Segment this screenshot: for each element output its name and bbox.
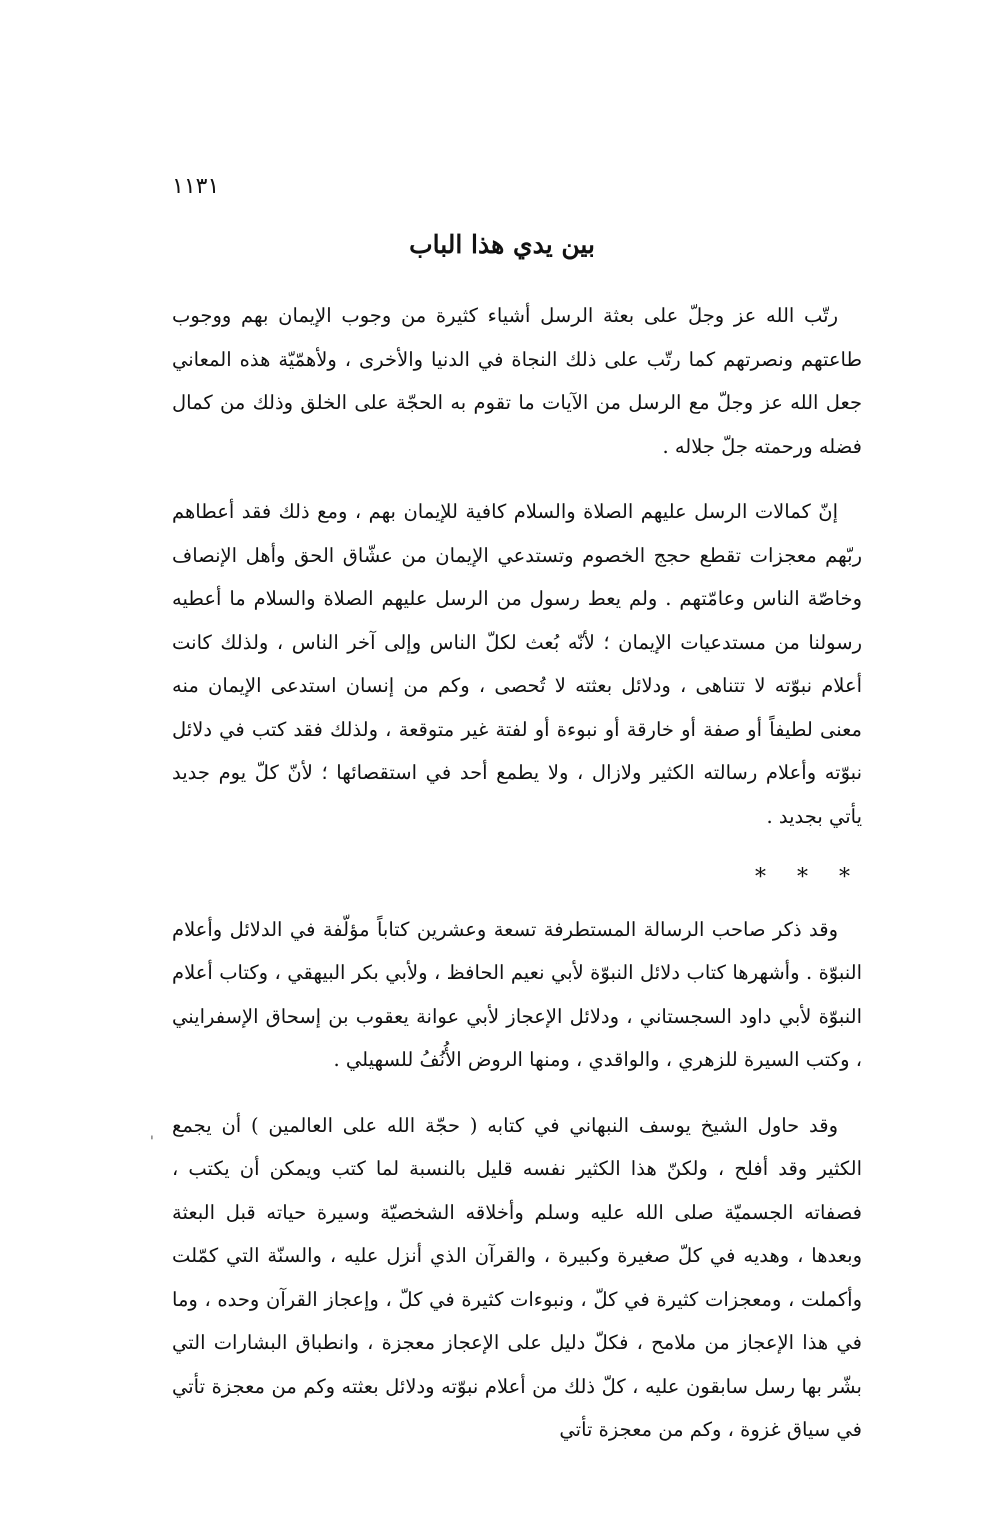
paragraph-3: وقد ذكر صاحب الرسالة المستطرفة تسعة وعشرين كتاباً مؤلّفة في الدلائل وأعلام النبوّة . وأشهرها كتاب دلائل النبوّة لأبي نعيم الحافظ ، ولأبي بكر البيهقي ، وكتاب أعلام النبوّة لأبي داود السجستاني ، ودلائل الإعجاز لأبي عوانة يعقوب بن إسحاق الإسفرايني ، وكتب السيرة للزهري ، والواقدي ، ومنها الروض الأُنُفُ للسهيلي . xyxy=(172,917,862,1071)
paragraph-4: وقد حاول الشيخ يوسف النبهاني في كتابه ( حجّة الله على العالمين ) أن يجمع الكثير وقد أفلح ، ولكنّ هذا الكثير نفسه قليل بالنسبة لما كتب ويمكن أن يكتب ، فصفاته الجسميّة صلى الله عليه وسلم وأخلاقه الشخصيّة وسيرة حياته قبل البعثة وبعدها ، وهديه في كلّ صغيرة وكبيرة ، والقرآن الذي أنزل عليه ، والسنّة التي كمّلت وأكملت ، ومعجزات كثيرة في كلّ ، ونبوءات كثيرة في كلّ ، وإعجاز القرآن وحده ، وما في هذا الإعجاز من ملامح ، فكلّ دليل على الإعجاز معجزة ، وانطباق البشارات التي بشّر بها رسل سابقون عليه ، كلّ ذلك من أعلام نبوّته ودلائل بعثته وكم من معجزة تأتي في سياق غزوة ، وكم من معجزة تأتي xyxy=(172,1113,862,1441)
section-separator: * * * xyxy=(755,865,862,890)
paragraph-2: إنّ كمالات الرسل عليهم الصلاة والسلام كافية للإيمان بهم ، ومع ذلك فقد أعطاهم ربّهم معجزات تقطع حجج الخصوم وتستدعي الإيمان من عشّاق الحق وأهل الإنصاف وخاصّة الناس وعامّتهم . ولم يعط رسول من الرسل عليهم الصلاة والسلام ما أعطيه رسولنا من مستدعيات الإيمان ؛ لأنّه بُعث لكلّ الناس وإلى آخر الناس ، ولذلك كانت أعلام نبوّته لا تتناهى ، ودلائل بعثته لا تُحصى ، وكم من إنسان استدعى الإيمان منه معنى لطيفاً أو صفة أو خارقة أو نبوءة أو لفتة غير متوقعة ، ولذلك فقد كتب في دلائل نبوّته وأعلام رسالته الكثير ولازال ، ولا يطمع أحد في استقصائها ؛ لأنّ كلّ يوم جديد يأتي بجديد . xyxy=(172,500,862,828)
chapter-title: بين يدي هذا الباب xyxy=(409,230,595,259)
page-number: ١١٣١ xyxy=(172,174,220,199)
margin-mark: ' xyxy=(150,1134,154,1150)
body-text xyxy=(172,294,862,1452)
paragraph-1: رتّب الله عز وجلّ على بعثة الرسل أشياء كثيرة من وجوب الإيمان بهم ووجوب طاعتهم ونصرتهم كما رتّب على ذلك النجاة في الدنيا والأخرى ، ولأهمّيّة هذه المعاني جعل الله عز وجلّ مع الرسل من الآيات ما تقوم به الحجّة على الخلق وذلك من كمال فضله ورحمته جلّ جلاله . xyxy=(172,304,862,458)
